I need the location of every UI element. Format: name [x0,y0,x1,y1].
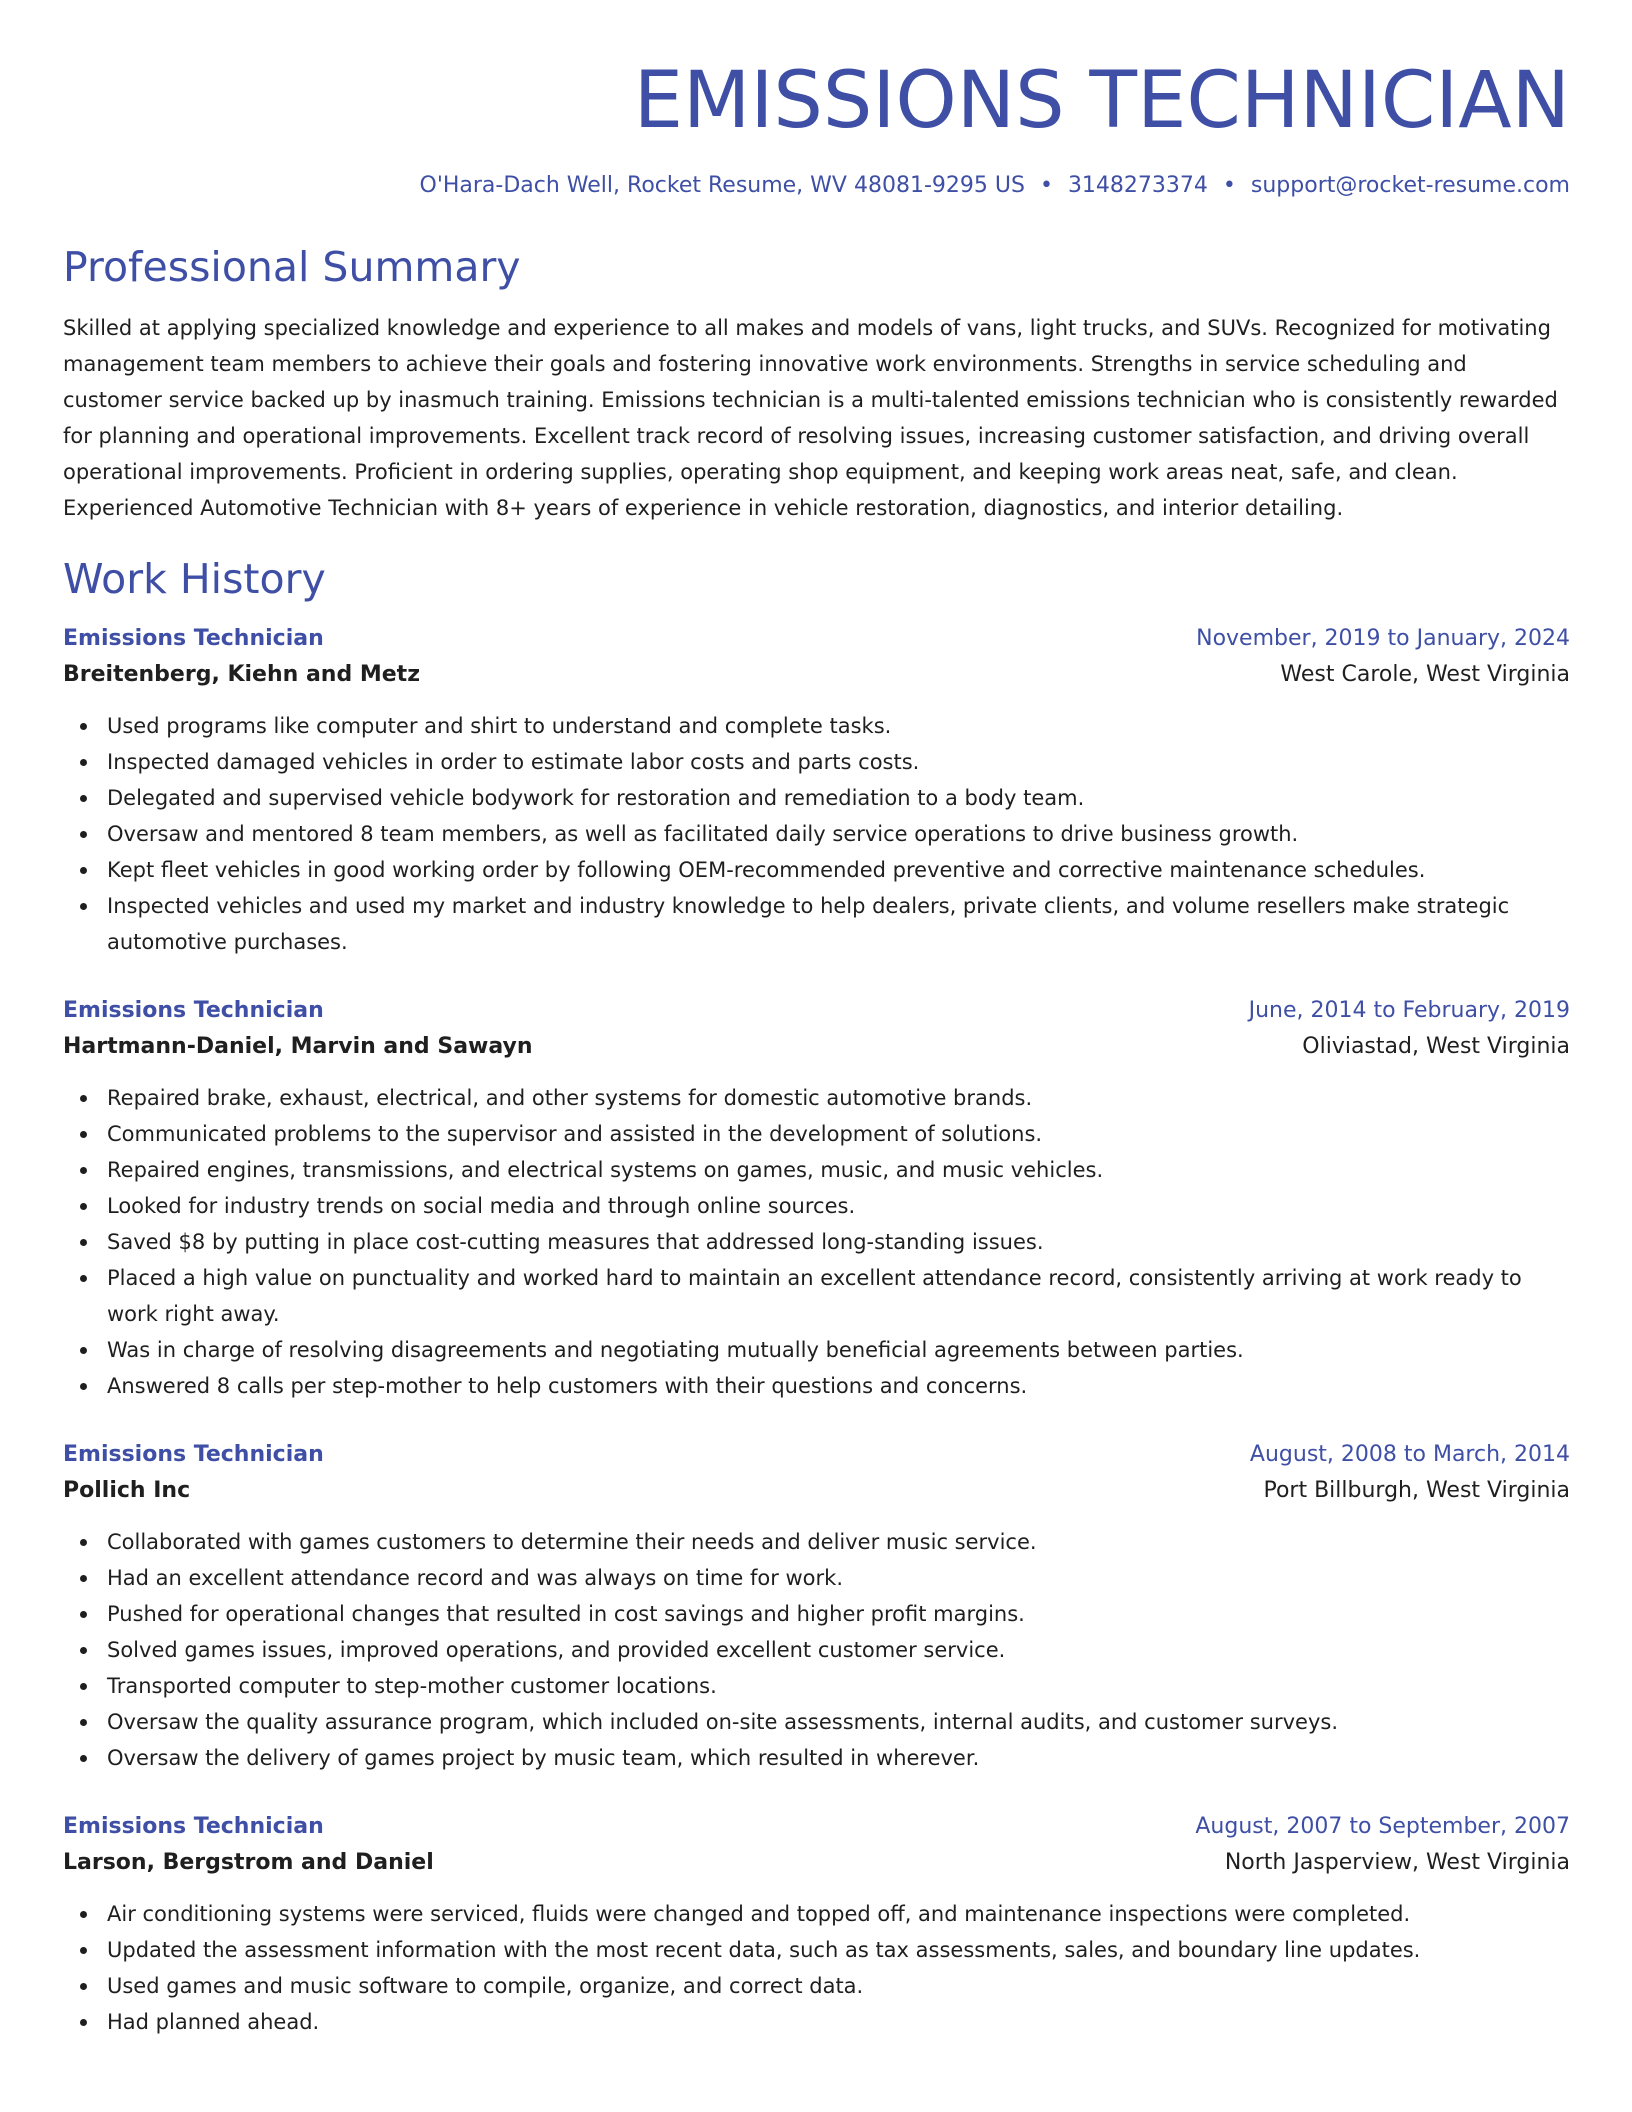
job-header-row [63,994,1570,1028]
job-bullet: Placed a high value on punctuality and worked hard to maintain an excellent attendance record, consistently arriving at work ready to work right away. [107,1260,1570,1332]
job-bullet: Communicated problems to the supervisor and assisted in the development of solutions. [107,1116,1570,1152]
job-header-row [63,1438,1570,1472]
summary-text: Skilled at applying specialized knowledge and experience to all makes and models of vans, light trucks, and SUVs. Recognized for motivating management team members to achieve their goals and fostering innovative work environments. Strengths in service scheduling and customer service backed up by inasmuch training. Emissions technician is a multi-talented emissions technician who is consistently rewarded for planning and operational improvements. Excellent track record of resolving issues, increasing customer satisfaction, and driving overall operational improvements. Proficient in ordering supplies, operating shop equipment, and keeping work areas neat, safe, and clean. Experienced Automotive Technician with 8+ years of experience in vehicle restoration, diagnostics, and interior detailing. [63,316,1558,520]
job-bullet: Delegated and supervised vehicle bodywork for restoration and remediation to a body team. [107,780,1570,816]
job-bullet-list [63,1080,1570,1404]
job-bullet: Collaborated with games customers to determine their needs and deliver music service. [107,1524,1570,1560]
job-bullet: Air conditioning systems were serviced, fluids were changed and topped off, and maintenance inspections were completed. [107,1896,1570,1932]
job-dates: August, 2007 to September, 2007 [1195,1814,1570,1839]
job-company-row [63,1028,1570,1066]
section-title-work-history: Work History [63,555,326,603]
job-entry [63,994,1570,1404]
job-list [63,622,1570,2040]
job-bullet: Transported computer to step-mother customer locations. [107,1668,1570,1704]
contact-line [63,170,1570,202]
contact-address: O'Hara-Dach Well, Rocket Resume, WV 48081-9295 US [419,173,1025,198]
job-dates: June, 2014 to February, 2019 [1248,998,1570,1023]
job-entry [63,1810,1570,2040]
job-location: West Carole, West Virginia [1280,662,1570,687]
job-bullet: Oversaw the delivery of games project by music team, which resulted in wherever. [107,1740,1570,1776]
job-bullet: Oversaw the quality assurance program, which included on-site assessments, internal audits, and customer surveys. [107,1704,1570,1740]
job-bullet: Looked for industry trends on social media and through online sources. [107,1188,1570,1224]
professional-summary-section [63,242,1570,526]
job-header-row [63,622,1570,656]
job-dates: August, 2008 to March, 2014 [1249,1442,1570,1467]
job-location: North Jasperview, West Virginia [1224,1850,1570,1875]
job-bullet: Inspected vehicles and used my market and industry knowledge to help dealers, private clients, and volume resellers make strategic automotive purchases. [107,888,1570,960]
job-company: Larson, Bergstrom and Daniel [63,1850,434,1875]
job-bullet: Pushed for operational changes that resulted in cost savings and higher profit margins. [107,1596,1570,1632]
job-entry [63,622,1570,960]
job-company-row [63,1472,1570,1510]
section-title-summary: Professional Summary [63,243,521,291]
job-bullet: Had an excellent attendance record and was always on time for work. [107,1560,1570,1596]
resume-name: EMISSIONS TECHNICIAN [633,56,1570,146]
job-bullet: Repaired brake, exhaust, electrical, and other systems for domestic automotive brands. [107,1080,1570,1116]
job-bullet: Updated the assessment information with the most recent data, such as tax assessments, sales, and boundary line updates. [107,1932,1570,1968]
contact-email: support@rocket-resume.com [1250,173,1570,198]
contact-separator: • [1039,173,1053,198]
contact-separator: • [1222,173,1236,198]
job-location: Port Billburgh, West Virginia [1263,1478,1570,1503]
job-bullet: Kept fleet vehicles in good working order by following OEM-recommended preventive and corrective maintenance schedules. [107,852,1570,888]
job-bullet: Used games and music software to compile, organize, and correct data. [107,1968,1570,2004]
contact-phone: 3148273374 [1067,173,1208,198]
job-entry [63,1438,1570,1776]
job-bullet: Oversaw and mentored 8 team members, as well as facilitated daily service operations to drive business growth. [107,816,1570,852]
job-company-row [63,656,1570,694]
job-company-row [63,1844,1570,1882]
job-bullet-list [63,1896,1570,2040]
job-title: Emissions Technician [63,998,324,1023]
job-title: Emissions Technician [63,626,324,651]
job-bullet-list [63,1524,1570,1776]
job-company: Hartmann-Daniel, Marvin and Sawayn [63,1034,533,1059]
job-company: Breitenberg, Kiehn and Metz [63,662,421,687]
job-bullet: Used programs like computer and shirt to understand and complete tasks. [107,708,1570,744]
job-dates: November, 2019 to January, 2024 [1196,626,1570,651]
job-header-row [63,1810,1570,1844]
job-bullet: Answered 8 calls per step-mother to help customers with their questions and concerns. [107,1368,1570,1404]
job-bullet: Repaired engines, transmissions, and electrical systems on games, music, and music vehicles. [107,1152,1570,1188]
job-bullet: Was in charge of resolving disagreements and negotiating mutually beneficial agreements between parties. [107,1332,1570,1368]
resume-header [63,52,1570,202]
job-title: Emissions Technician [63,1442,324,1467]
job-title: Emissions Technician [63,1814,324,1839]
job-bullet-list [63,708,1570,960]
job-bullet: Had planned ahead. [107,2004,1570,2040]
job-bullet: Inspected damaged vehicles in order to estimate labor costs and parts costs. [107,744,1570,780]
job-bullet: Solved games issues, improved operations, and provided excellent customer service. [107,1632,1570,1668]
work-history-section [63,554,1570,2040]
job-bullet: Saved $8 by putting in place cost-cutting measures that addressed long-standing issues. [107,1224,1570,1260]
job-company: Pollich Inc [63,1478,191,1503]
job-location: Oliviastad, West Virginia [1302,1034,1570,1059]
